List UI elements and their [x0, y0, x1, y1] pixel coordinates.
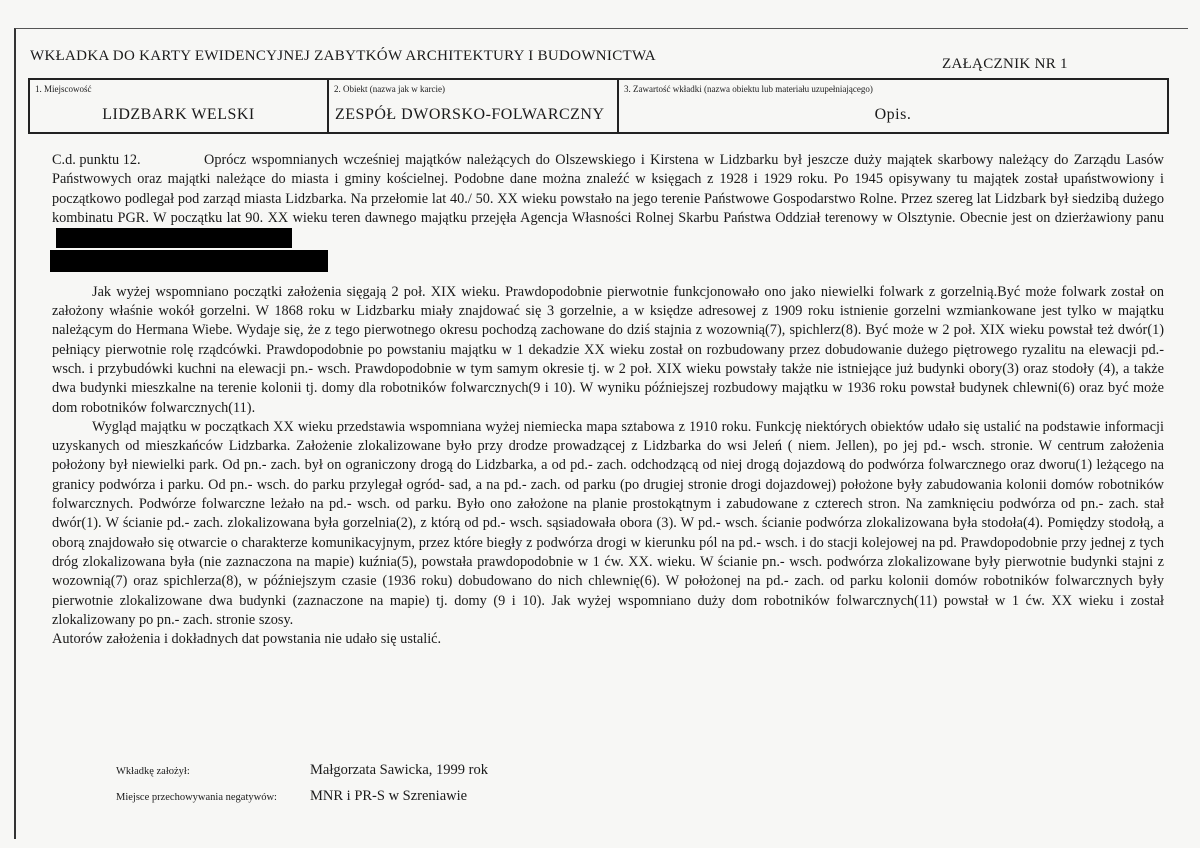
field-value: LIDZBARK WELSKI — [102, 106, 255, 123]
storage-value: MNR i PR-S w Szreniawie — [310, 788, 468, 804]
storage-label: Miejsce przechowywania negatywów: — [116, 792, 277, 803]
redaction-bar — [56, 228, 292, 248]
redaction-bar — [50, 250, 328, 272]
field-object — [327, 80, 617, 132]
field-label: 2. Obiekt (nazwa jak w karcie) — [334, 84, 445, 94]
description-body — [52, 151, 1164, 649]
paragraph-4: Autorów założenia i dokładnych dat powstania nie udało się ustalić. — [52, 631, 442, 648]
field-content — [617, 80, 1167, 132]
author-value: Małgorzata Sawicka, 1999 rok — [310, 762, 488, 778]
author-label: Wkładkę założył: — [116, 766, 190, 777]
footer-author — [116, 762, 488, 779]
paragraph-lead: C.d. punktu 12. — [52, 152, 141, 168]
field-value: ZESPÓŁ DWORSKO-FOLWARCZNY — [335, 106, 605, 123]
field-label: 1. Miejscowość — [35, 84, 92, 94]
metadata-table — [28, 78, 1169, 134]
paragraph-1 — [52, 151, 1164, 275]
field-label: 3. Zawartość wkładki (nazwa obiektu lub materiału uzupełniającego) — [624, 84, 873, 94]
document-title: WKŁADKA DO KARTY EWIDENCYJNEJ ZABYTKÓW ARCHITEKTURY I BUDOWNICTWA — [30, 48, 656, 64]
paragraph-3: Wygląd majątku w początkach XX wieku przedstawia wspomniana wyżej niemiecka mapa sztabowa z 1910 roku. Funkcję niektórych obiektów udało się ustalić na podstawie informacji uzyskanych od mieszkańców Lidzbarka. Założenie zlokalizowane było przy drodze prowadzącej z Lidzbarka do wsi Jeleń ( niem. Jellen), po jej pd.- wsch. stronie. W centrum założenia położony był niewielki park. Od pn.- zach. był on ograniczony drogą do Lidzbarka, a od pd.- zach. odchodzącą od niej drogą dojazdową do podwórza folwarcznego oraz dworu(1) leżącego na granicy podwórza i parku. Od pn.- wsch. do parku przylegał ogród- sad, a na pd.- zach. od parku (po drugiej stronie drogi dojazdowej) położone były zabudowania kolonii domów robotników folwarcznych. Podwórze folwarczne leżało na pd.- wsch. od parku. Było ono założone na planie prostokątnym i zabudowane z czterech stron. Na zamknięciu podwórza od pn.- zach. stał dwór(1). W ścianie pd.- zach. zlokalizowana była gorzelnia(2), z którą od pd.- wsch. sąsiadowała obora (3). W pd.- wsch. ścianie podwórza zlokalizowana była stodoła(4). Pomiędzy stodołą, a oborą znajdowało się otwarcie o charakterze komunikacyjnym, przez które biegły z podwórza drogi w kierunku pól na pd.- wsch. i do stacji kolejowej na pd. Prawdopodobnie przy jednej z tych dróg zlokalizowana była (nie zaznaczona na mapie) kuźnia(5), powstała prawdopodobnie w 1 ćw. XX. wieku. W ścianie pn.- wsch. podwórza zlokalizowane były pierwotnie budynki stajni z wozownią(7) oraz spichlerza(8), w późniejszym czasie (1936 roku) dobudowano do nich chlewnię(6). W położonej na pd.- zach. od parku kolonii domów robotników folwarcznych były pierwotnie zlokalizowane dwa budynki (zaznaczone na mapie) tj. domy (9 i 10). Jak wyżej wspomniano duży dom robotników folwarcznych(11) powstał w 1 ćw. XX wieku i został zlokalizowany po pn.- zach. stronie szosy. — [52, 418, 1164, 628]
field-locality — [30, 80, 327, 132]
annex-label: ZAŁĄCZNIK NR 1 — [942, 56, 1068, 72]
paragraph-text: Oprócz wspomnianych wcześniej majątków należących do Olszewskiego i Kirstena w Lidzbarku był jeszcze duży majątek skarbowy należący do Zarządu Lasów Państwowych oraz majątki należące do miasta i gminy kościelnej. Podobne dane można znaleźć w księgach z 1928 i 1929 roku. Po 1945 opisywany tu majątek został upaństwowiony i początkowo podlegał pod zarząd miasta Lidzbarka. Na przełomie lat 40./ 50. XX wieku powstało na jego terenie Państwowe Gospodarstwo Rolne. Przez szereg lat Lidzbark był siedzibą dużego kombinatu PGR. W początku lat 90. XX wieku teren dawnego majątku przejęła Agencja Własności Rolnej Skarbu Państwa Oddział terenowy w Olsztynie. Obecnie jest on dzierżawiony panu — [52, 152, 1164, 226]
paragraph-2: Jak wyżej wspomniano początki założenia sięgają 2 poł. XIX wieku. Prawdopodobnie pierwotnie funkcjonowało ono jako niewielki folwark z gorzelnią.Być może folwark został on założony właśnie wokół gorzelni. W 1868 roku w Lidzbarku miały znajdować się 3 gorzelnie, a w księdze adresowej z 1909 roku istnienie gorzelni wzmiankowane jest tylko w majątku należącym do Hermana Wiebe. Wydaje się, że z tego pierwotnego okresu pochodzą zachowane do dziś stajnia z wozownią(7), spichlerz(8). Być może w 2 poł. XIX wieku powstał też dwór(1) pełniący pierwotnie rolę rządcówki. Prawdopodobnie po powstaniu majątku w 1 dekadzie XX wieku został on rozbudowany przez dobudowanie dużego piętrowego ryzalitu na elewacji pd.- wsch. i przybudówki kuchni na elewacji pn.- wsch. Prawdopodobnie w tym samym okresie tj. w 2 poł. XIX wieku powstały także nie istniejące już budynki obory(3) oraz stodoły (4), a także dwa budynki mieszkalne na terenie kolonii tj. domy dla robotników folwarcznych(9 i 10). W wyniku późniejszej rozbudowy majątku w 1936 roku powstał budynek chlewni(6) oraz być może dom robotników folwarcznych(11). — [52, 283, 1164, 416]
footer-storage — [116, 788, 467, 805]
field-value: Opis. — [874, 106, 912, 123]
